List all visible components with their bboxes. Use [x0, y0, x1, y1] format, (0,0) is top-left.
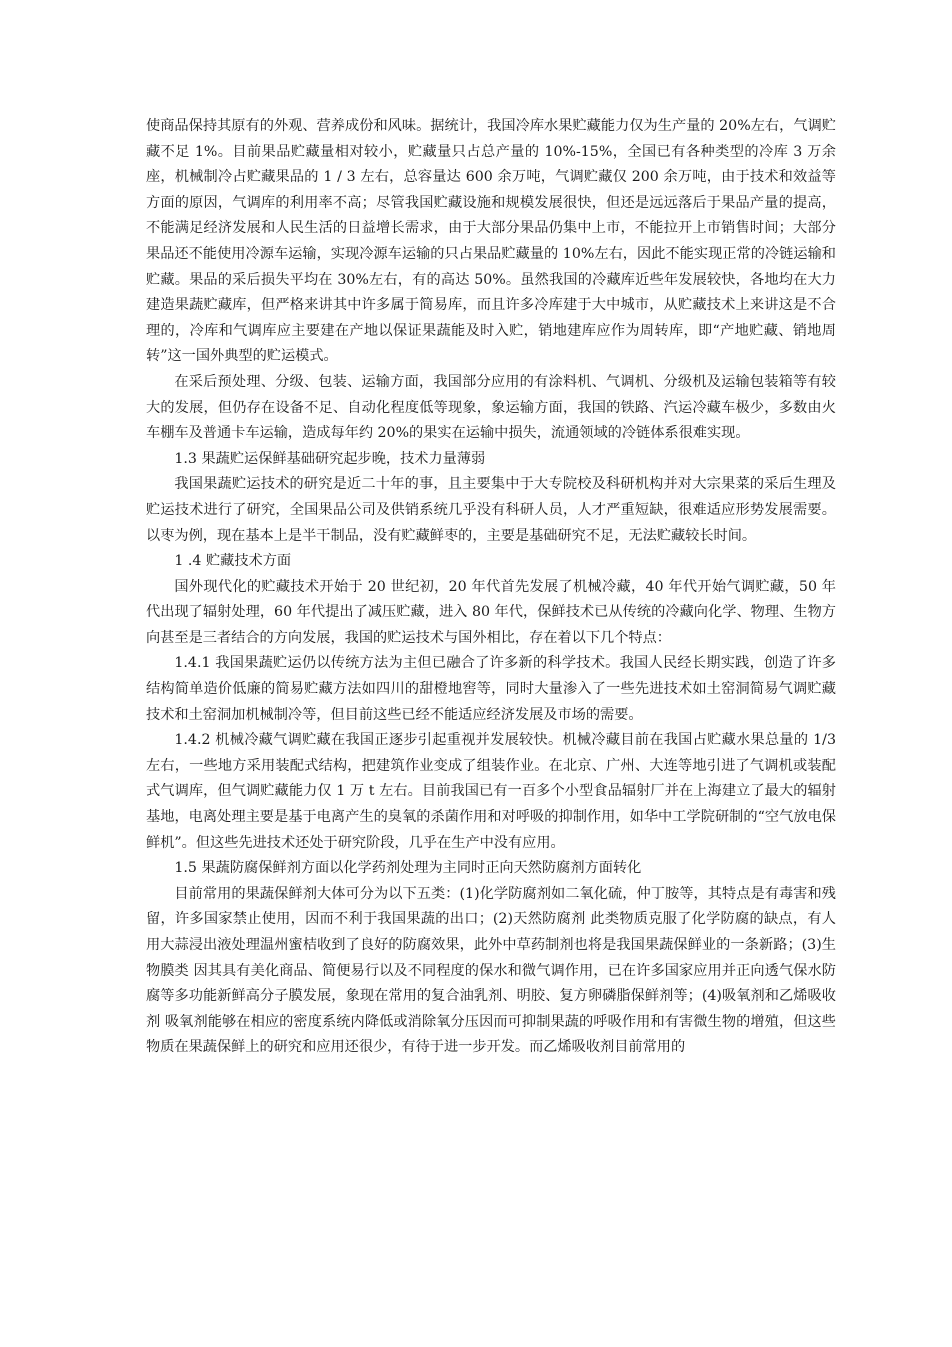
paragraph-1-4-1: 1.4.1 我国果蔬贮运仍以传统方法为主但已融合了许多新的科学技术。我国人民经长期实践，创造了许多结构简单造价低廉的简易贮藏方法如四川的甜橙地窖等，同时大量渗入了一些先进技术如土窑洞简易气调贮藏技术和土窑洞加机械制冷等，但目前这些已经不能适应经济发展及市场的需要。 — [146, 655, 836, 723]
paragraph-5: 目前常用的果蔬保鲜剂大体可分为以下五类：(1)化学防腐剂如二氧化硫，仲丁胺等，其特点是有毒害和残留，许多国家禁止使用，因而不利于我国果蔬的出口；(2)天然防腐剂 此类物质克服了化学防腐的缺点，有人用大蒜浸出液处理温州蜜桔收到了良好的防腐效果，此外中草药制剂也将是我国果蔬保鲜业的一条新路；(3)生物膜类 因其具有美化商品、简便易行以及不同程度的保水和微气调作用，已在许多国家应用并正向透气保水防腐等多功能新鲜高分子膜发展，象现在常用的复合油乳剂、明胶、复方卵磷脂保鲜剂等；(4)吸氧剂和乙烯吸收剂 吸氧剂能够在相应的密度系统内降低或消除氧分压因而可抑制果蔬的呼吸作用和有害微生物的增殖，但这些物质在果蔬保鲜上的研究和应用还很少，有待于进一步开发。而乙烯吸收剂目前常用的 — [146, 885, 836, 1056]
paragraph-3: 我国果蔬贮运技术的研究是近二十年的事，且主要集中于大专院校及科研机构并对大宗果菜的采后生理及贮运技术进行了研究，全国果品公司及供销系统几乎没有科研人员，人才严重短缺，很难适应形势发展需要。以枣为例，现在基本上是半干制品，没有贮藏鲜枣的，主要是基础研究不足，无法贮藏较长时间。 — [146, 476, 836, 544]
section-heading-1-5: 1.5 果蔬防腐保鲜剂方面以化学药剂处理为主同时正向天然防腐剂方面转化 — [174, 860, 642, 877]
paragraph-2: 在采后预处理、分级、包装、运输方面，我国部分应用的有涂料机、气调机、分级机及运输包装箱等有较大的发展，但仍存在设备不足、自动化程度低等现象，象运输方面，我国的铁路、汽运冷藏车极少，多数由火车棚车及普通卡车运输，造成每年约 20%的果实在运输中损失，流通领域的冷链体系很难实现。 — [146, 373, 836, 442]
section-heading-1-4: 1 .4 贮藏技术方面 — [174, 553, 292, 570]
paragraph-4: 国外现代化的贮藏技术开始于 20 世纪初，20 年代首先发展了机械冷藏，40 年代开始气调贮藏，50 年代出现了辐射处理，60 年代提出了减压贮藏，进入 80 年代，保鲜技术已从传统的冷藏向化学、物理、生物方向甚至是三者结合的方向发展，我国的贮运技术与国外相比，存在着以下几个特点： — [146, 578, 836, 646]
document-page — [146, 114, 836, 1061]
paragraph-1-4-2: 1.4.2 机械冷藏气调贮藏在我国正逐步引起重视并发展较快。机械冷藏目前在我国占贮藏水果总量的 1/3 左右，一些地方采用装配式结构，把建筑作业变成了组装作业。在北京、广州、大连等地引进了气调机或装配式气调库，但气调贮藏能力仅 1 万 t 左右。目前我国已有一百多个小型食品辐射厂并在上海建立了最大的辐射基地，电离处理主要是基于电离产生的臭氧的杀菌作用和对呼吸的抑制作用，如华中工学院研制的“空气放电保鲜机”。但这些先进技术还处于研究阶段，几乎在生产中没有应用。 — [146, 732, 836, 851]
section-heading-1-3: 1.3 果蔬贮运保鲜基础研究起步晚，技术力量薄弱 — [174, 450, 486, 467]
paragraph-1: 使商品保持其原有的外观、营养成份和风味。据统计，我国冷库水果贮藏能力仅为生产量的 20%左右，气调贮藏不足 1%。目前果品贮藏量相对较小，贮藏量只占总产量的 10%-15%，全国已有各种类型的冷库 3 万余座，机械制冷占贮藏果品的 1 / 3 左右，总容量达 600 余万吨，气调贮藏仅 200 余万吨，由于技术和效益等方面的原因，气调库的利用率不高；尽管我国贮藏设施和规模发展很快，但还是远远落后于果品产量的提高，不能满足经济发展和人民生活的日益增长需求，由于大部分果品仍集中上市，不能拉开上市销售时间；大部分果品还不能使用冷源车运输，实现冷源车运输的只占果品贮藏量的 10%左右，因此不能实现正常的冷链运输和贮藏。果品的采后损失平均在 30%左右，有的高达 50%。虽然我国的冷藏库近些年发展较快，各地均在大力建造果蔬贮藏库，但严格来讲其中许多属于简易库，而且许多冷库建于大中城市，从贮藏技术上来讲这是不合理的，冷库和气调库应主要建在产地以保证果蔬能及时入贮，销地建库应作为周转库，即“产地贮藏、销地周转”这一国外典型的贮运模式。 — [146, 118, 836, 365]
